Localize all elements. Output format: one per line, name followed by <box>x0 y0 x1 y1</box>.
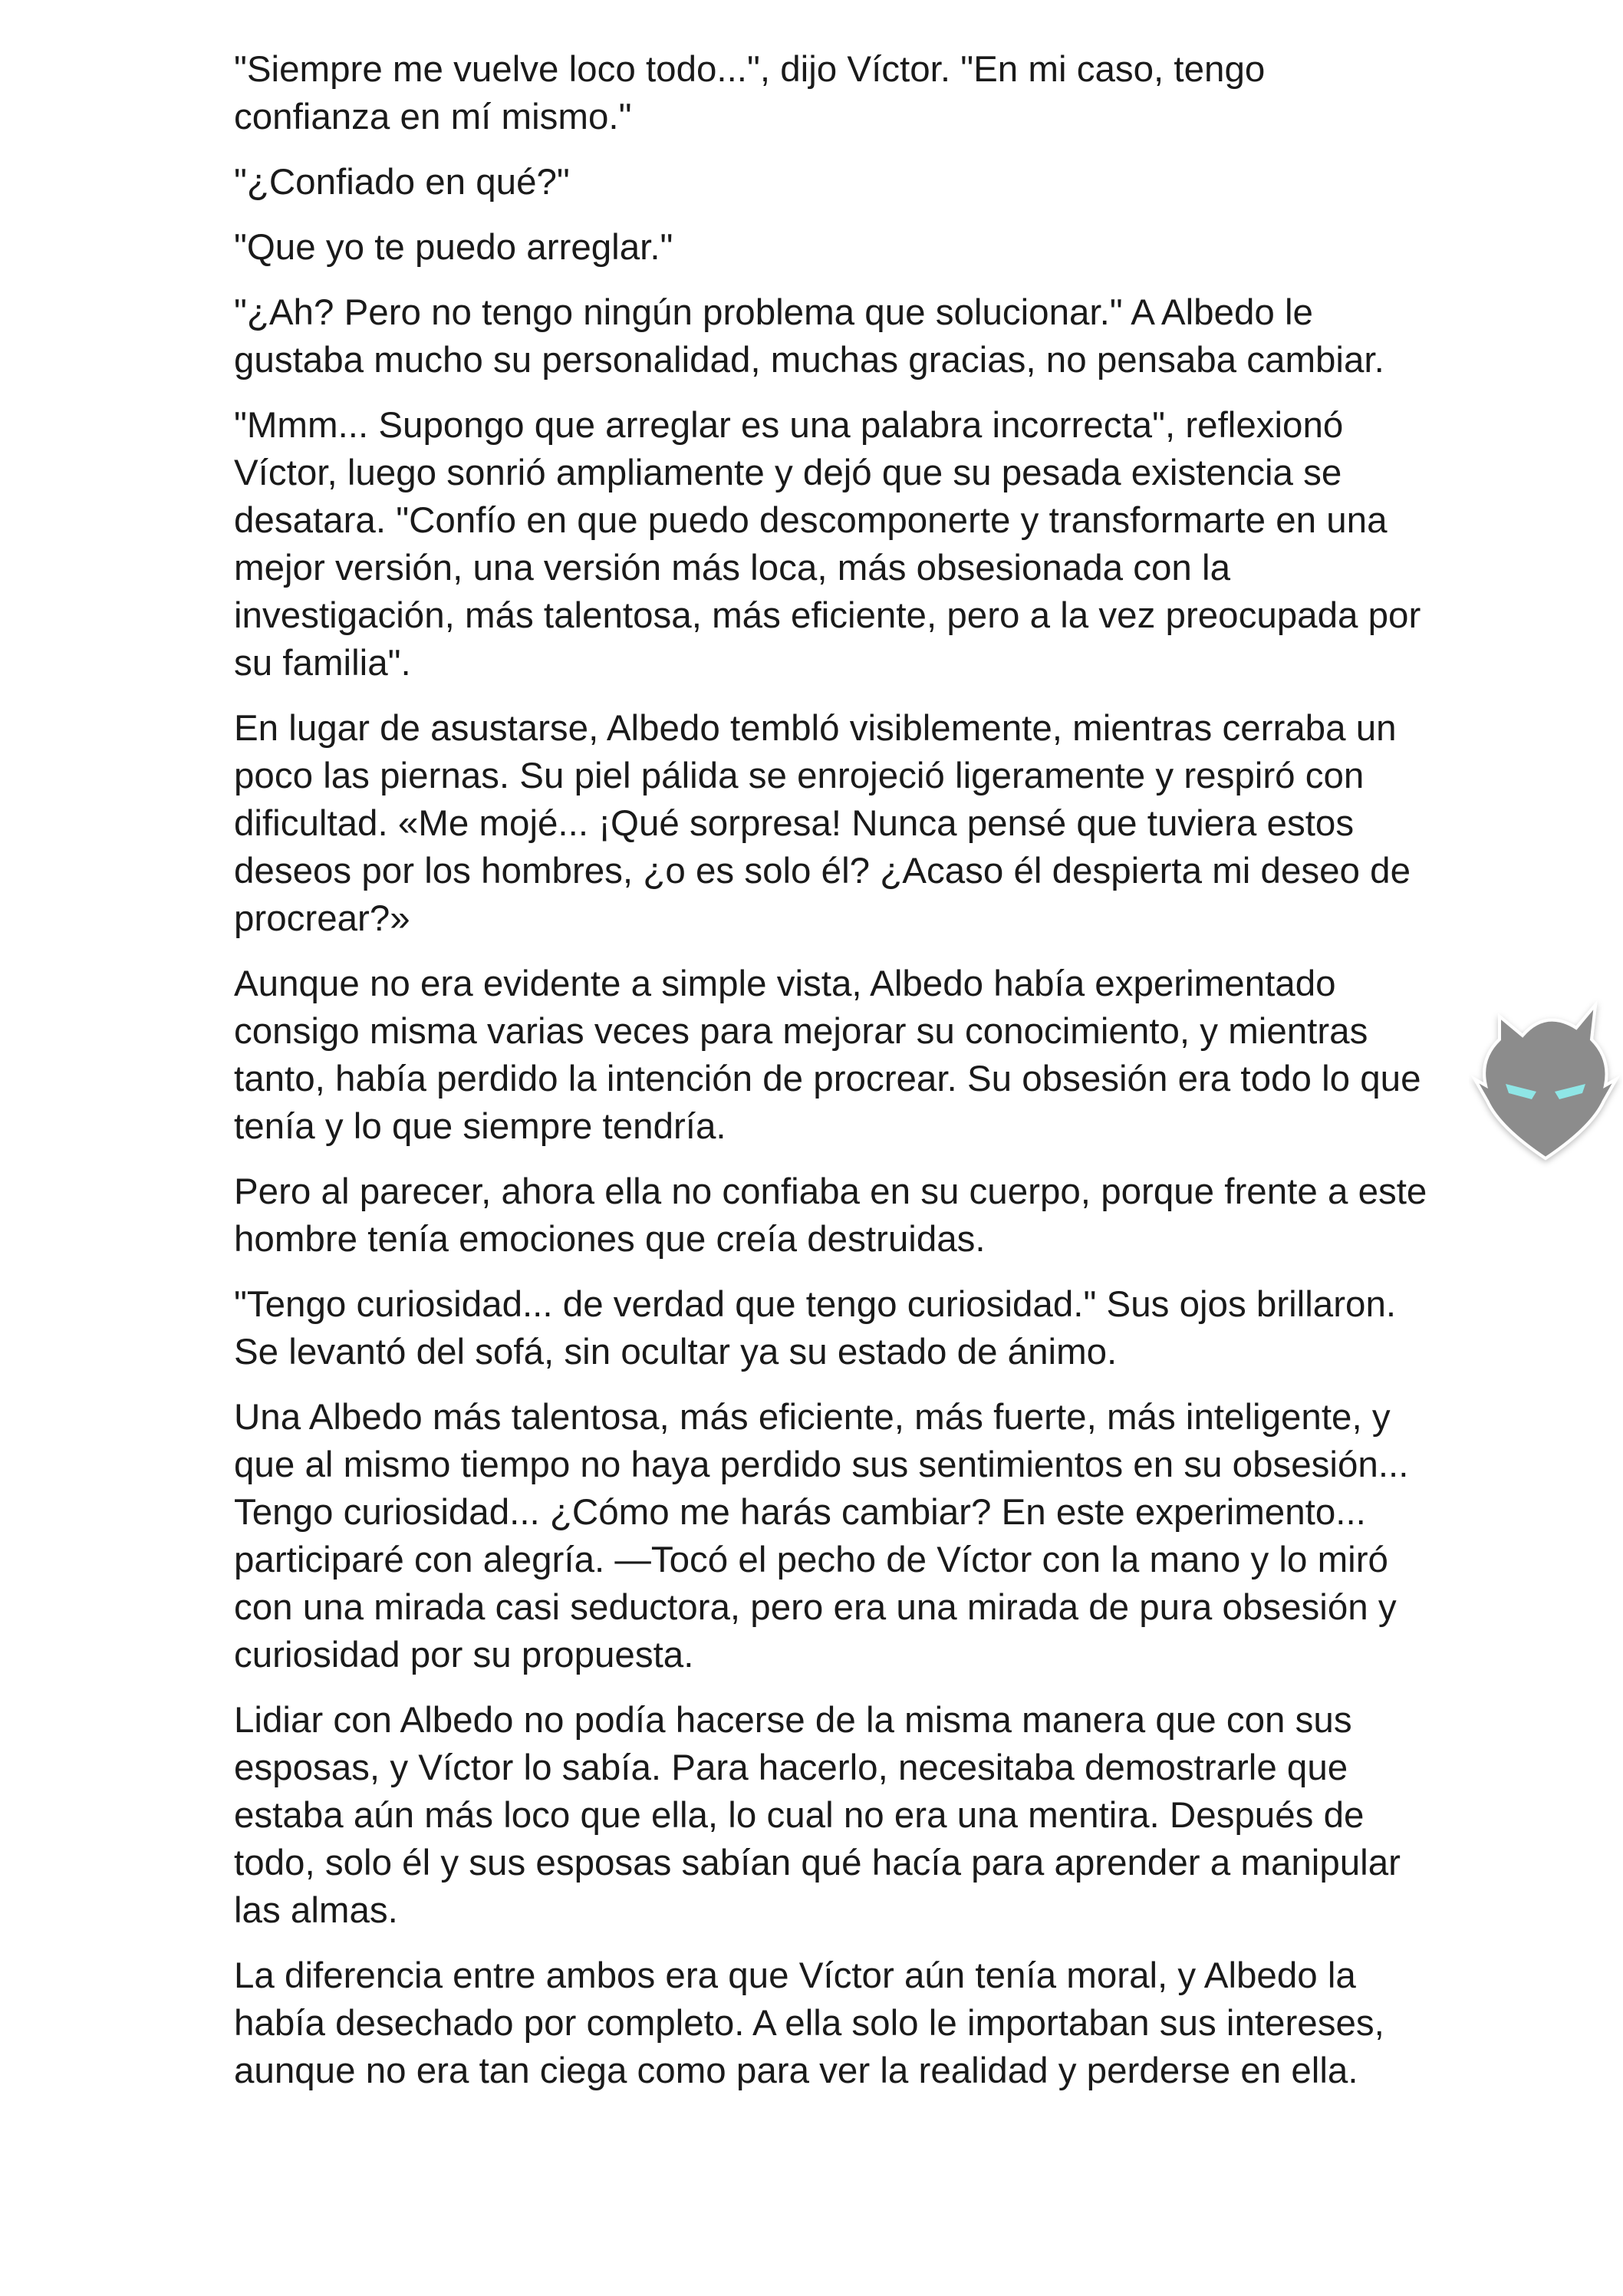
paragraph: En lugar de asustarse, Albedo tembló visiblemente, mientras cerraba un poco las piernas. Su piel pálida se enrojeció ligeramente y respiró con dificultad. «Me mojé... ¡Qué sorpresa! Nunca pensé que tuviera estos deseos por los hombres, ¿o es solo él? ¿Acaso él despierta mi deseo de procrear?» <box>234 708 1411 939</box>
demon-head-icon <box>1469 993 1622 1170</box>
paragraph: "Mmm... Supongo que arreglar es una palabra incorrecta", reflexionó Víctor, luego sonrió ampliamente y dejó que su pesada existencia se desatara. "Confío en que puedo descomponerte y transformarte en una mejor versión, una versión más loca, más obsesionada con la investigación, más talentosa, más eficiente, pero a la vez preocupada por su familia". <box>234 405 1421 684</box>
paragraph: Una Albedo más talentosa, más eficiente, más fuerte, más inteligente, y que al mismo tiempo no haya perdido sus sentimientos en su obsesión... Tengo curiosidad... ¿Cómo me harás cambiar? En este experimento... participaré con alegría. —Tocó el pecho de Víctor con la mano y lo miró con una mirada casi seductora, pero era una mirada de pura obsesión y curiosidad por su propuesta. <box>234 1397 1409 1675</box>
paragraph: "Siempre me vuelve loco todo...", dijo Víctor. "En mi caso, tengo confianza en mí mismo." <box>234 49 1266 137</box>
paragraph: Aunque no era evidente a simple vista, Albedo había experimentado consigo misma varias veces para mejorar su conocimiento, y mientras tanto, había perdido la intención de procrear. Su obsesión era todo lo que tenía y lo que siempre tendría. <box>234 964 1421 1147</box>
paragraph: "Que yo te puedo arreglar." <box>234 227 673 268</box>
paragraph: "Tengo curiosidad... de verdad que tengo curiosidad." Sus ojos brillaron. Se levantó del sofá, sin ocultar ya su estado de ánimo. <box>234 1284 1397 1372</box>
paragraph: "¿Ah? Pero no tengo ningún problema que solucionar." A Albedo le gustaba mucho su personalidad, muchas gracias, no pensaba cambiar. <box>234 292 1384 380</box>
document-body <box>234 46 1430 2113</box>
paragraph: "¿Confiado en qué?" <box>234 162 570 203</box>
paragraph: Lidiar con Albedo no podía hacerse de la misma manera que con sus esposas, y Víctor lo sabía. Para hacerlo, necesitaba demostrarle que estaba aún más loco que ella, lo cual no era una mentira. Después de todo, solo él y sus esposas sabían qué hacía para aprender a manipular las almas. <box>234 1700 1401 1931</box>
paragraph: Pero al parecer, ahora ella no confiaba en su cuerpo, porque frente a este hombre tenía emociones que creía destruidas. <box>234 1171 1427 1260</box>
paragraph: La diferencia entre ambos era que Víctor aún tenía moral, y Albedo la había desechado por completo. A ella solo le importaban sus intereses, aunque no era tan ciega como para ver la realidad y perderse en ella. <box>234 1955 1384 2091</box>
